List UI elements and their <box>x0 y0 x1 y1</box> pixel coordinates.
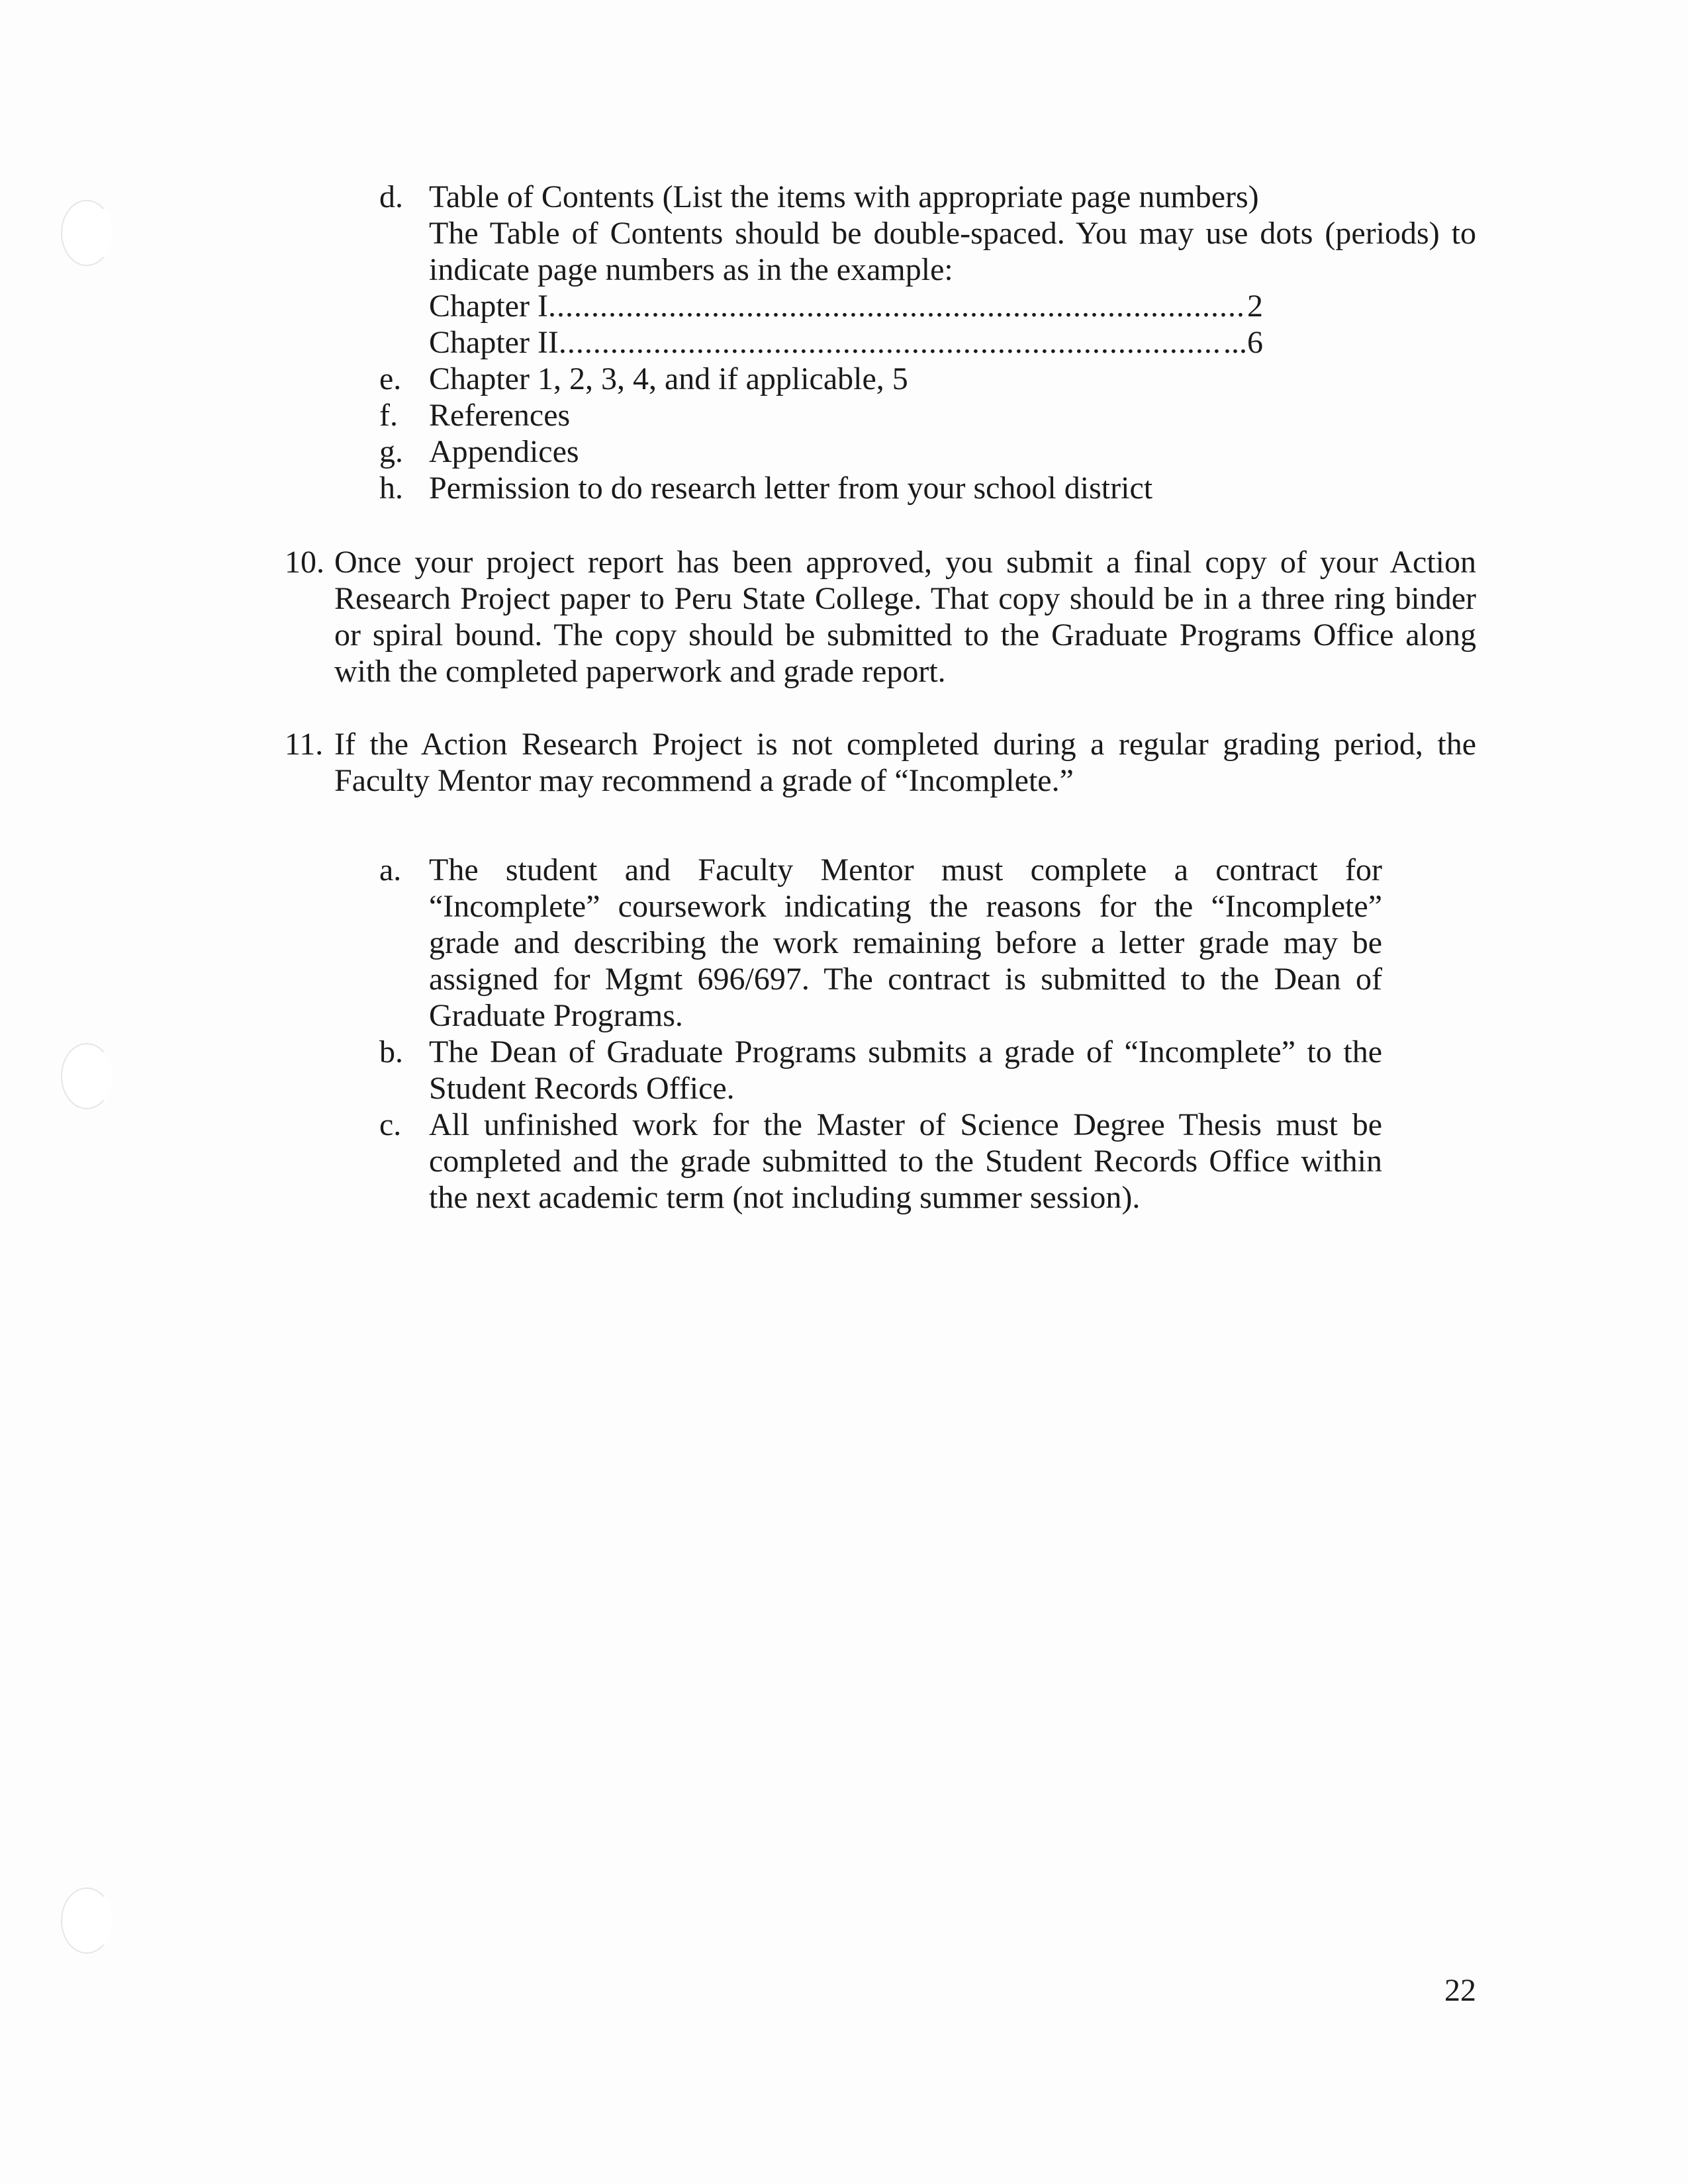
toc-leader-dots <box>548 288 1247 324</box>
sub-item-11b: The Dean of Graduate Programs submits a grade of “Incomplete” to the Student Records Office. <box>429 1034 1382 1106</box>
toc-example-list <box>429 288 1263 361</box>
toc-item-description: The Table of Contents should be double-spaced. You may use dots (periods) to indicate page numbers as in the example: <box>429 216 1476 287</box>
list-marker-e: e. <box>379 361 402 396</box>
page-number: 22 <box>1444 1973 1476 2008</box>
binder-hole-bottom <box>61 1888 113 1954</box>
list-marker-10: 10. <box>285 545 324 580</box>
list-marker-11: 11. <box>285 727 324 762</box>
toc-example-line <box>429 288 1263 324</box>
paragraph-item-11: If the Action Research Project is not completed during a regular grading period, the Faculty Mentor may recommend a grade of “Incomplete.” <box>334 727 1476 798</box>
list-item: Permission to do research letter from your school district <box>429 471 1153 506</box>
toc-item <box>429 179 1476 361</box>
toc-item-title: Table of Contents (List the items with appropriate page numbers) <box>429 179 1259 214</box>
toc-leader-dots <box>559 324 1223 361</box>
list-item: Appendices <box>429 434 579 469</box>
paragraph-item-10: Once your project report has been approved, you submit a final copy of your Action Research Project paper to Peru State College. That copy should be in a three ring binder or spiral bound. The copy should be submitted to the Graduate Programs Office along with the completed paperwork and grade report. <box>334 545 1476 689</box>
list-marker-f: f. <box>379 398 398 433</box>
toc-example-page: 2 <box>1247 289 1263 324</box>
binder-hole-middle <box>61 1043 113 1109</box>
list-marker-11a: a. <box>379 852 402 887</box>
list-item: Chapter 1, 2, 3, 4, and if applicable, 5 <box>429 361 908 396</box>
toc-example-label: Chapter I <box>429 289 548 324</box>
sub-item-11a: The student and Faculty Mentor must complete a contract for “Incomplete” coursework indicating the reasons for the “Incomplete” grade and describing the work remaining before a letter grade may be assigned for Mgmt 696/697. The contract is submitted to the Dean of Graduate Programs. <box>429 852 1382 1033</box>
list-marker-g: g. <box>379 434 403 469</box>
toc-example-label: Chapter II <box>429 325 559 360</box>
toc-example-line <box>429 324 1263 361</box>
list-marker-d: d. <box>379 179 403 214</box>
list-marker-11b: b. <box>379 1034 403 1069</box>
toc-example-page: ...6 <box>1223 325 1263 360</box>
list-marker-h: h. <box>379 471 403 506</box>
sub-item-11c: All unfinished work for the Master of Science Degree Thesis must be completed and the grade submitted to the Student Records Office within the next academic term (not including summer session). <box>429 1107 1382 1215</box>
binder-hole-top <box>61 200 113 266</box>
list-marker-11c: c. <box>379 1107 402 1142</box>
list-item: References <box>429 398 571 433</box>
